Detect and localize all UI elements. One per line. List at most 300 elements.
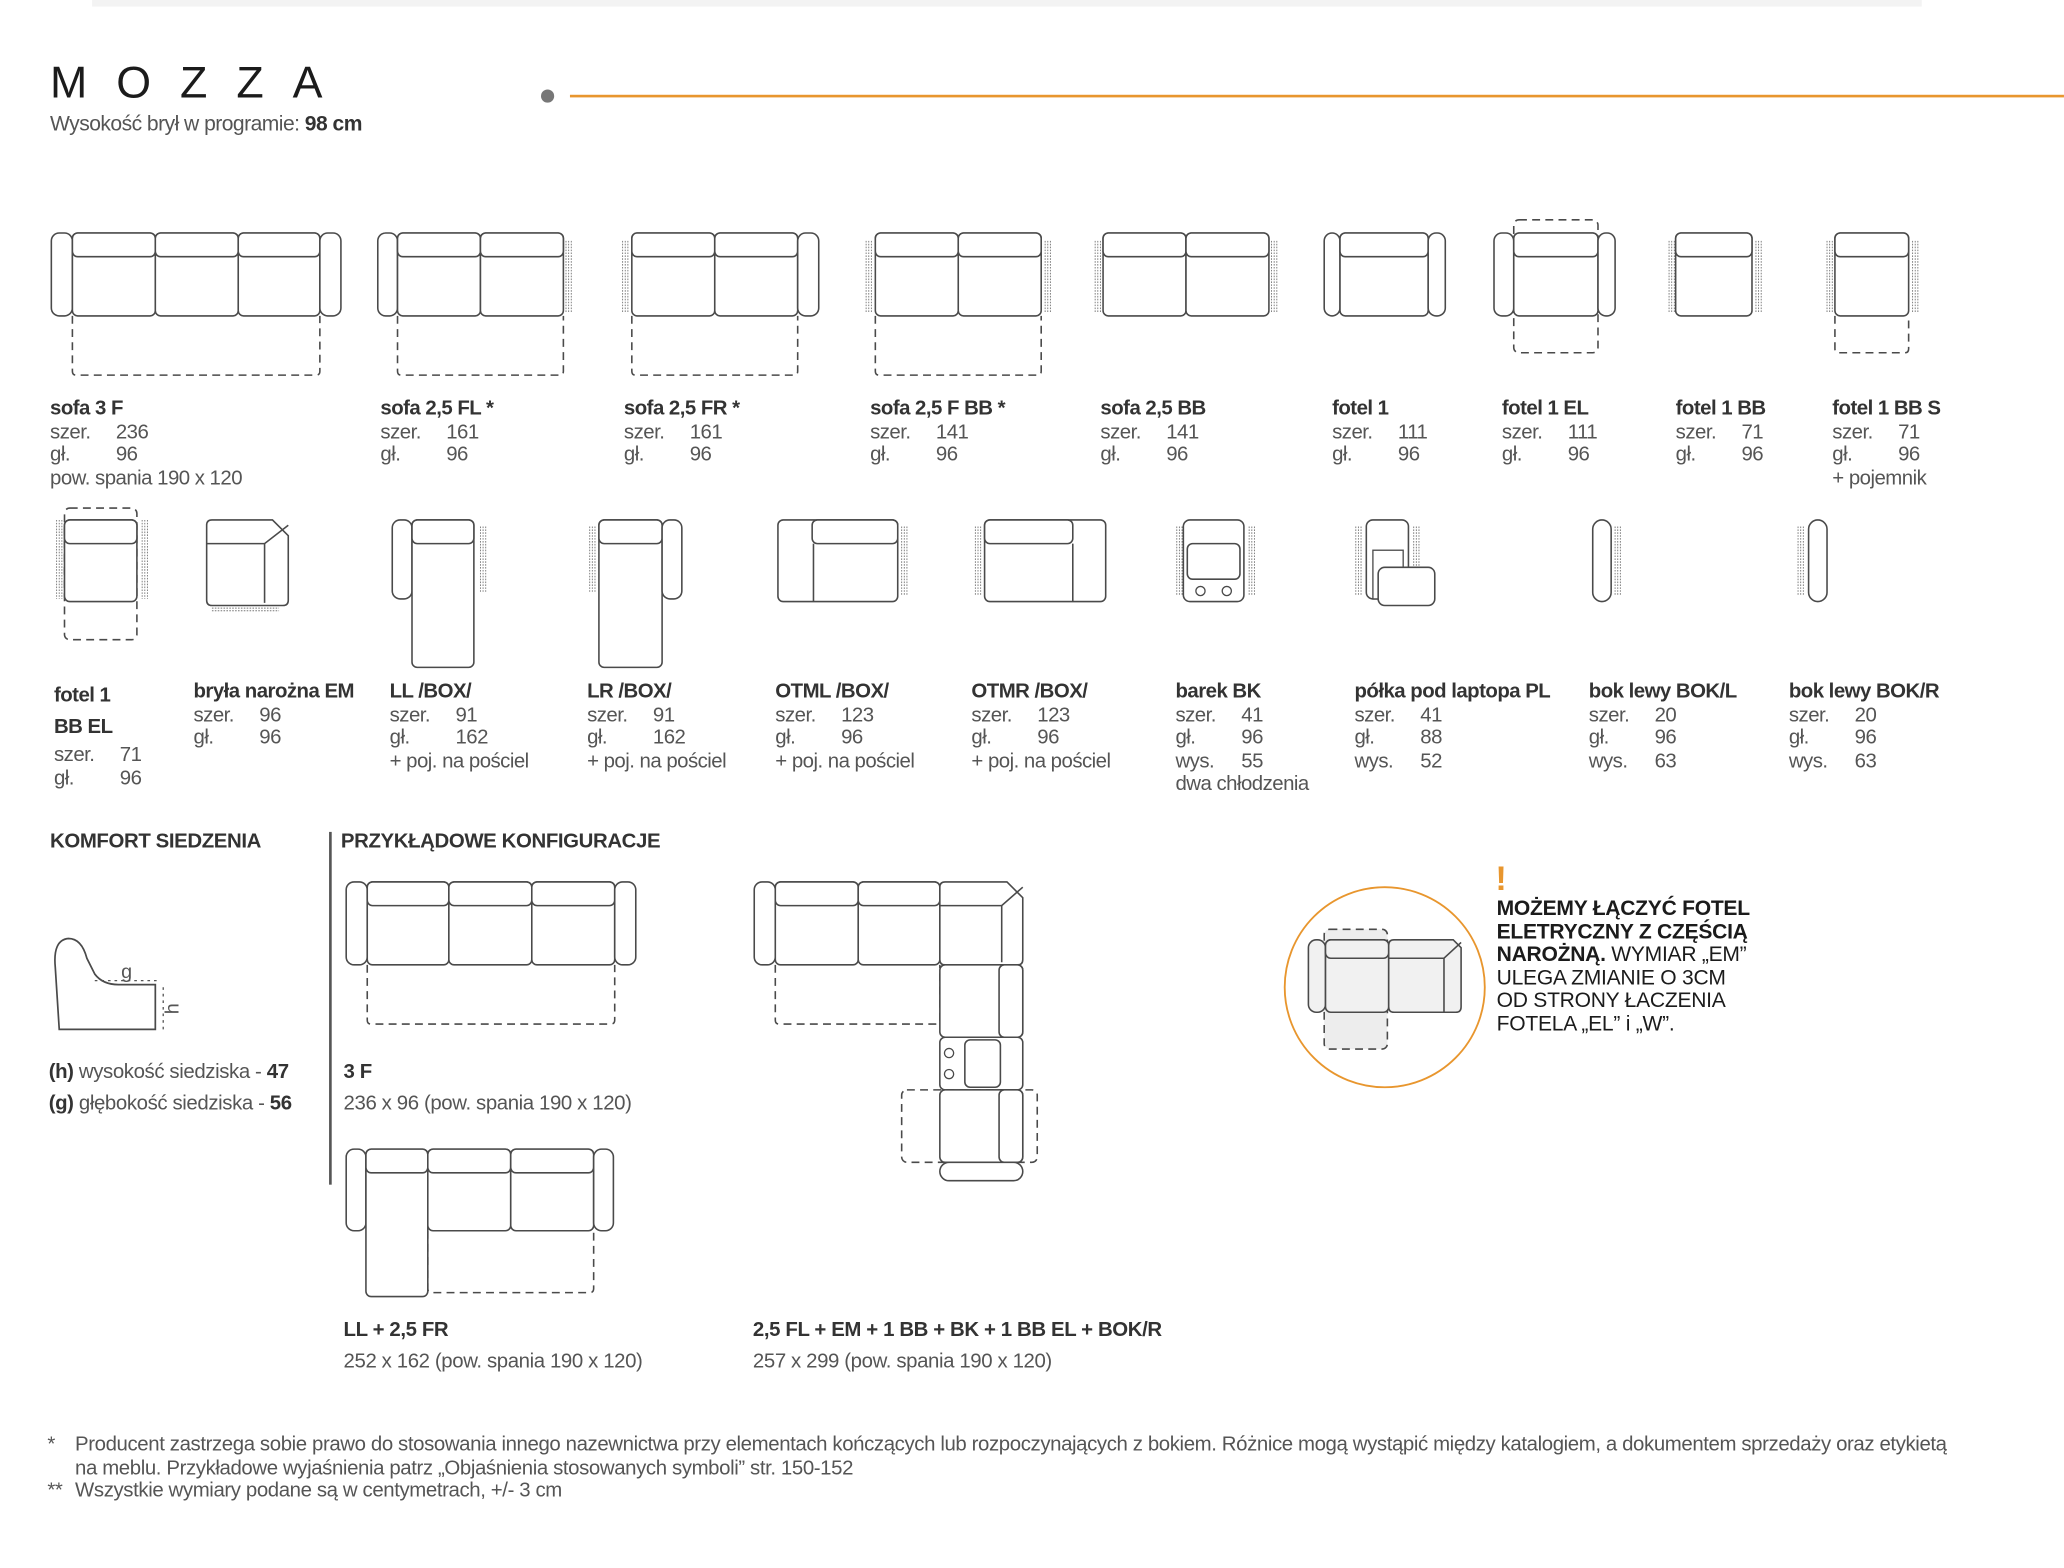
spec-value: 96 — [446, 443, 468, 466]
spec-key: gł. — [380, 443, 401, 466]
spec-key: gł. — [1501, 443, 1522, 466]
spec-value: 63 — [1854, 749, 1877, 773]
spec-row — [54, 767, 141, 790]
seat-profile — [55, 939, 155, 1030]
module-name: OTMR /BOX/ — [971, 680, 1088, 703]
cushion — [662, 520, 682, 599]
cushion — [51, 233, 72, 316]
spec-row — [587, 727, 726, 750]
spec-row — [1789, 750, 1939, 773]
spec-row — [1354, 727, 1550, 750]
seat-height-text: wysokość siedziska - — [78, 1060, 262, 1084]
spec-key: szer. — [971, 703, 1012, 726]
spec-key: gł. — [870, 443, 891, 466]
sofa-25fl-drawing — [378, 233, 571, 375]
module-name: fotel 1 EL — [1501, 397, 1589, 420]
seat-depth-text: głębokość siedziska - — [78, 1092, 265, 1115]
module-name: półka pod laptopa PL — [1354, 680, 1551, 703]
spec-row — [1332, 444, 1427, 467]
spec-value: 111 — [1567, 420, 1598, 443]
spec-key: gł. — [1832, 443, 1853, 466]
cushion — [1835, 233, 1909, 257]
spec-value: 96 — [841, 726, 863, 749]
seat-height-value: 47 — [266, 1060, 289, 1084]
cushion — [1324, 233, 1340, 316]
spec-key: gł. — [1100, 443, 1121, 466]
spec-key: szer. — [1100, 420, 1141, 443]
sleeping-area — [398, 316, 564, 375]
spec-value: 20 — [1854, 703, 1877, 726]
spec-value: 96 — [259, 726, 281, 749]
spec-key: szer. — [1175, 703, 1216, 726]
cooler-icon — [944, 1069, 953, 1078]
cushion — [346, 882, 367, 965]
lr-box-drawing — [590, 520, 682, 667]
module-item — [390, 681, 529, 773]
notice-bold: MOŻEMY ŁĄCZYĆ FOTEL ELETRYCZNY Z CZĘŚCIĄ NAROŻNĄ. — [1496, 897, 1750, 967]
cushion — [999, 965, 1023, 1037]
cushion — [615, 882, 636, 965]
module-name: sofa 3 F — [50, 397, 123, 420]
cushion — [398, 233, 481, 257]
spec-value: 96 — [1166, 443, 1188, 466]
spec-key: wys. — [1788, 749, 1828, 773]
cushion — [1340, 233, 1428, 257]
module-item — [193, 681, 354, 750]
program-height-label: Wysokość brył w programie: — [50, 113, 300, 136]
spec-value: 96 — [689, 443, 712, 466]
spec-value: 96 — [1898, 443, 1920, 466]
module-item — [1789, 681, 1939, 773]
module-item — [380, 398, 493, 467]
spec-value: 96 — [1397, 443, 1420, 466]
spec-key: szer. — [1832, 420, 1873, 443]
spec-value: 91 — [455, 703, 478, 726]
spec-value: 161 — [446, 420, 479, 443]
spec-value: 55 — [1241, 749, 1263, 773]
module-name: OTML /BOX/ — [775, 680, 889, 703]
module-item — [775, 681, 914, 773]
cushion — [412, 520, 474, 544]
spec-row — [1175, 750, 1308, 773]
cushion — [155, 233, 238, 257]
spec-key: szer. — [1501, 420, 1543, 443]
spec-key: szer. — [623, 420, 665, 443]
cushion — [599, 520, 662, 544]
cushion — [320, 233, 341, 316]
module-name: bok lewy BOK/L — [1588, 680, 1737, 703]
sleeping-area — [775, 965, 940, 1024]
cushion — [1494, 233, 1514, 316]
spec-key: gł. — [775, 726, 796, 749]
cooler-icon — [944, 1048, 953, 1057]
spec-row — [50, 444, 242, 467]
module-note: + poj. na pościel — [971, 749, 1111, 773]
spec-key: gł. — [1175, 726, 1196, 749]
module-item — [54, 681, 141, 790]
module-item — [1502, 398, 1597, 467]
spec-row — [1100, 421, 1205, 444]
spec-key: szer. — [870, 420, 911, 443]
sofa-3f-drawing — [51, 233, 341, 375]
spec-value: 96 — [1037, 726, 1059, 749]
spec-value: 96 — [1741, 443, 1764, 466]
spec-value: 96 — [1567, 443, 1590, 466]
spec-key: wys. — [1175, 749, 1215, 773]
footnote-text: Producent zastrzega sobie prawo do stosowania innego nazewnictwa przy elementach kończących lub rozpoczynających z bokiem. Różnice mogą wystąpić między katalogiem, a dokumentem sprzedaży oraz etykietą na meblu. Przykładowe wyjaśnienia patrz „Objaśnienia stosowanych symboli” str. 150-152 — [75, 1433, 1947, 1479]
bok-r-drawing — [1798, 520, 1827, 602]
spec-value: 41 — [1420, 703, 1442, 726]
corner-outline — [207, 520, 289, 606]
cushion — [715, 233, 798, 257]
cushion — [812, 520, 898, 544]
seat-height — [49, 1061, 289, 1085]
cushion — [366, 1149, 428, 1173]
spec-value: 20 — [1654, 703, 1677, 726]
fotel-1-bbel-drawing — [57, 508, 148, 640]
spec-key: szer. — [775, 703, 816, 726]
cushion — [378, 233, 398, 316]
spec-key: szer. — [50, 420, 91, 443]
spec-row — [624, 444, 740, 467]
spec-value: 96 — [935, 443, 958, 466]
module-name: fotel 1 — [1332, 397, 1389, 420]
module-item — [1354, 681, 1550, 773]
cushion — [346, 1149, 366, 1231]
cushion — [875, 233, 958, 257]
config-corner — [753, 1319, 1162, 1374]
config-dims: 236 x 96 (pow. spania 190 x 120) — [343, 1092, 632, 1115]
spec-key: szer. — [1788, 703, 1830, 726]
spec-key: szer. — [1354, 703, 1395, 726]
spec-value: 71 — [119, 743, 142, 767]
laptop-shelf-drawing — [1356, 520, 1435, 606]
spec-key: szer. — [380, 420, 421, 443]
cushion — [754, 882, 775, 965]
spec-value: 71 — [1741, 420, 1764, 443]
spec-key: szer. — [1332, 420, 1373, 443]
spec-value: 123 — [841, 703, 874, 726]
config-corner-drawing — [754, 882, 1037, 1181]
cushion — [392, 520, 412, 599]
module-note: + poj. na pościel — [775, 749, 915, 773]
sofa-25bb-drawing — [1095, 233, 1277, 316]
spec-key: szer. — [587, 703, 628, 726]
module-item — [1175, 681, 1308, 796]
spec-row — [1676, 444, 1766, 467]
cushion — [1809, 520, 1827, 602]
config-dims: 252 x 162 (pow. spania 190 x 120) — [343, 1350, 643, 1373]
seat-depth — [49, 1093, 292, 1117]
sleeping-area — [632, 316, 798, 375]
notice-illustration — [1285, 887, 1485, 1087]
module-name: sofa 2,5 FL * — [380, 397, 494, 420]
spec-row — [1832, 444, 1940, 467]
cushion — [1514, 233, 1598, 257]
sleeping-area — [428, 1231, 594, 1293]
spec-value: 111 — [1397, 420, 1428, 443]
spec-row — [1332, 421, 1427, 444]
spec-key: szer. — [53, 743, 95, 767]
module-name: sofa 2,5 F BB * — [870, 397, 1006, 420]
module-name: sofa 2,5 FR * — [623, 397, 740, 420]
cushion — [367, 882, 449, 906]
spec-value: 141 — [935, 420, 969, 443]
sleeping-area — [72, 316, 319, 375]
spec-key: gł. — [1332, 443, 1353, 466]
spec-key: gł. — [587, 726, 608, 749]
spec-row — [587, 704, 726, 727]
module-name: fotel 1 BB EL — [53, 684, 113, 739]
comfort-g-label: g — [121, 960, 132, 984]
config-3f — [344, 1061, 632, 1116]
cushion — [238, 233, 320, 257]
spec-row — [54, 744, 141, 767]
spec-key: szer. — [1675, 420, 1717, 443]
cushion — [1186, 233, 1269, 257]
sofa-25fbb-drawing — [866, 233, 1050, 375]
footnote — [47, 1480, 1956, 1503]
spec-row — [1789, 704, 1939, 727]
spec-key: gł. — [1788, 726, 1809, 749]
spec-row — [1589, 727, 1737, 750]
spec-key: gł. — [971, 726, 992, 749]
cushion — [594, 1149, 614, 1231]
spec-row — [380, 444, 493, 467]
spec-row — [1100, 444, 1205, 467]
module-note: dwa chłodzenia — [1175, 772, 1309, 796]
fotel-1-el-drawing — [1494, 220, 1615, 353]
cushion — [965, 1040, 1001, 1087]
module-item — [1332, 398, 1427, 467]
cushion — [72, 233, 155, 257]
module-item — [1676, 398, 1766, 467]
seat-depth-key: (g) — [48, 1092, 74, 1115]
cushion — [958, 233, 1041, 257]
cushion — [1593, 520, 1611, 602]
spec-row — [1589, 750, 1737, 773]
spec-key: gł. — [1354, 726, 1375, 749]
cushion — [798, 233, 819, 316]
config-3f-drawing — [346, 882, 636, 1024]
spec-row — [971, 704, 1110, 727]
cushion — [449, 882, 532, 906]
cushion — [858, 882, 940, 906]
module-item — [971, 681, 1110, 773]
corner-em-drawing — [207, 520, 289, 611]
cushion — [1676, 233, 1752, 257]
module-name: fotel 1 BB S — [1832, 397, 1941, 420]
spec-row — [1789, 727, 1939, 750]
spec-row — [1354, 704, 1550, 727]
spec-value: 162 — [652, 726, 686, 749]
notice-text — [1497, 898, 1760, 1036]
spec-value: 41 — [1241, 703, 1263, 726]
module-name: sofa 2,5 BB — [1100, 397, 1206, 420]
module-item — [50, 398, 242, 490]
fotel-1-drawing — [1324, 233, 1445, 316]
spec-key: gł. — [193, 726, 214, 749]
cushion — [1378, 567, 1435, 605]
cushion — [428, 1149, 511, 1173]
ll-box-drawing — [392, 520, 485, 667]
spec-row — [971, 727, 1110, 750]
footnote-mark: * — [47, 1433, 55, 1456]
spec-value: 123 — [1037, 703, 1070, 726]
seat-height-key: (h) — [48, 1060, 74, 1084]
spec-key: gł. — [1675, 443, 1696, 466]
barek-bk-drawing — [1177, 520, 1255, 602]
module-note: pow. spania 190 x 120 — [50, 466, 243, 490]
module-item — [1100, 398, 1205, 467]
module-name: barek BK — [1175, 680, 1261, 703]
spec-row — [1175, 704, 1308, 727]
cushion — [511, 1149, 594, 1173]
cushion — [775, 882, 858, 906]
sleeping-area — [1835, 316, 1909, 353]
seat-profile-icon — [55, 939, 163, 1030]
spec-row — [870, 421, 1005, 444]
spec-row — [1175, 727, 1308, 750]
spec-row — [870, 444, 1005, 467]
spec-row — [1832, 421, 1940, 444]
spec-row — [193, 727, 354, 750]
notice-detail: WYMIAR „EM” ULEGA ZMIANIE O 3CM OD STRONY ŁACZENIA FOTELA „EL” i „W”. — [1496, 943, 1747, 1036]
cushion — [1187, 544, 1240, 580]
cushion — [1428, 233, 1445, 316]
footnotes — [47, 1433, 1956, 1502]
spec-row — [775, 727, 914, 750]
module-note: + poj. na pościel — [389, 749, 529, 773]
cushion — [480, 233, 563, 257]
spec-key: gł. — [1588, 726, 1609, 749]
spec-row — [193, 704, 354, 727]
configs-heading: PRZYKŁĄDOWE KONFIGURACJE — [340, 830, 661, 853]
module-item — [587, 681, 726, 773]
spec-key: szer. — [193, 703, 234, 726]
otmr-box-drawing — [975, 520, 1105, 602]
module-note: + poj. na pościel — [587, 749, 727, 773]
sleeping-area — [367, 965, 614, 1024]
module-item — [1832, 398, 1940, 490]
spec-key: gł. — [53, 766, 74, 790]
spec-value: 161 — [689, 420, 723, 443]
spec-value: 96 — [115, 443, 138, 466]
module-name: bryła narożna EM — [193, 680, 355, 703]
cushion — [632, 233, 715, 257]
module-item — [1589, 681, 1737, 773]
cooler-icon — [1222, 586, 1231, 595]
section-divider — [329, 832, 332, 1185]
cushion — [64, 520, 136, 544]
comfort-h-label: h — [161, 1003, 184, 1015]
cooler-icon — [1196, 586, 1205, 595]
sofa-25fr-drawing — [623, 233, 819, 375]
spec-key: szer. — [389, 703, 431, 726]
spec-row — [390, 704, 529, 727]
spec-row — [624, 421, 740, 444]
spec-key: gł. — [623, 443, 644, 466]
spec-row — [1354, 750, 1550, 773]
footnote — [47, 1433, 1956, 1479]
cushion — [1308, 940, 1325, 1012]
spec-value: 96 — [119, 766, 142, 790]
bok-l-drawing — [1593, 520, 1621, 602]
cushion — [1326, 940, 1389, 958]
spec-key: gł. — [50, 443, 70, 466]
spec-value: 52 — [1420, 749, 1442, 773]
cushion — [999, 1090, 1023, 1162]
spec-row — [390, 727, 529, 750]
spec-row — [1676, 421, 1766, 444]
spec-value: 63 — [1654, 749, 1677, 773]
cushion — [532, 882, 615, 906]
otml-box-drawing — [778, 520, 907, 602]
spec-value: 96 — [1654, 726, 1677, 749]
spec-row — [1502, 444, 1597, 467]
module-name: LR /BOX/ — [587, 680, 672, 703]
footnote-mark: ** — [47, 1479, 63, 1502]
comfort-heading: KOMFORT SIEDZENIA — [50, 830, 261, 853]
cushion — [1598, 233, 1615, 316]
program-height-value: 98 cm — [304, 113, 362, 136]
spec-value: 88 — [1420, 726, 1442, 749]
module-name: LL /BOX/ — [389, 680, 472, 703]
spec-value: 96 — [1854, 726, 1877, 749]
cushion — [985, 520, 1073, 544]
spec-row — [1589, 704, 1737, 727]
spec-value: 96 — [259, 703, 281, 726]
module-item — [870, 398, 1005, 467]
exclamation-icon: ! — [1495, 858, 1507, 898]
spec-value: 91 — [652, 703, 675, 726]
module-item — [624, 398, 740, 467]
config-ll-fr-drawing — [346, 1149, 613, 1296]
fotel-1-bbs-drawing — [1827, 233, 1918, 353]
cushion — [940, 1162, 1023, 1180]
seat-depth-value: 56 — [269, 1092, 292, 1115]
module-note: + pojemnik — [1832, 466, 1927, 490]
config-ll-fr — [344, 1319, 643, 1374]
page-title: MOZZA — [50, 57, 352, 108]
cushion — [1103, 233, 1186, 257]
spec-row — [1502, 421, 1597, 444]
config-name: 2,5 FL + EM + 1 BB + BK + 1 BB EL + BOK/R — [752, 1318, 1162, 1342]
spec-key: szer. — [1588, 703, 1630, 726]
spec-row — [775, 704, 914, 727]
spec-key: gł. — [389, 726, 410, 749]
corner-outline — [940, 882, 1023, 965]
spec-row — [380, 421, 493, 444]
spec-value: 71 — [1898, 420, 1920, 443]
config-name: LL + 2,5 FR — [343, 1318, 449, 1342]
spec-key: wys. — [1588, 749, 1628, 773]
fotel-1-bb-drawing — [1669, 233, 1761, 316]
module-name: fotel 1 BB — [1675, 397, 1766, 420]
module-name: bok lewy BOK/R — [1788, 680, 1940, 703]
spec-value: 236 — [115, 420, 149, 443]
config-name: 3 F — [343, 1060, 372, 1084]
outline — [1389, 940, 1461, 1012]
spec-key: wys. — [1354, 749, 1394, 773]
spec-value: 141 — [1166, 420, 1199, 443]
footnote-text: Wszystkie wymiary podane są w centymetrach, +/- 3 cm — [75, 1479, 562, 1502]
spec-value: 162 — [455, 726, 488, 749]
config-dims: 257 x 299 (pow. spania 190 x 120) — [752, 1350, 1052, 1373]
sleeping-area — [875, 316, 1041, 375]
spec-row — [50, 421, 242, 444]
spec-value: 96 — [1241, 726, 1263, 749]
